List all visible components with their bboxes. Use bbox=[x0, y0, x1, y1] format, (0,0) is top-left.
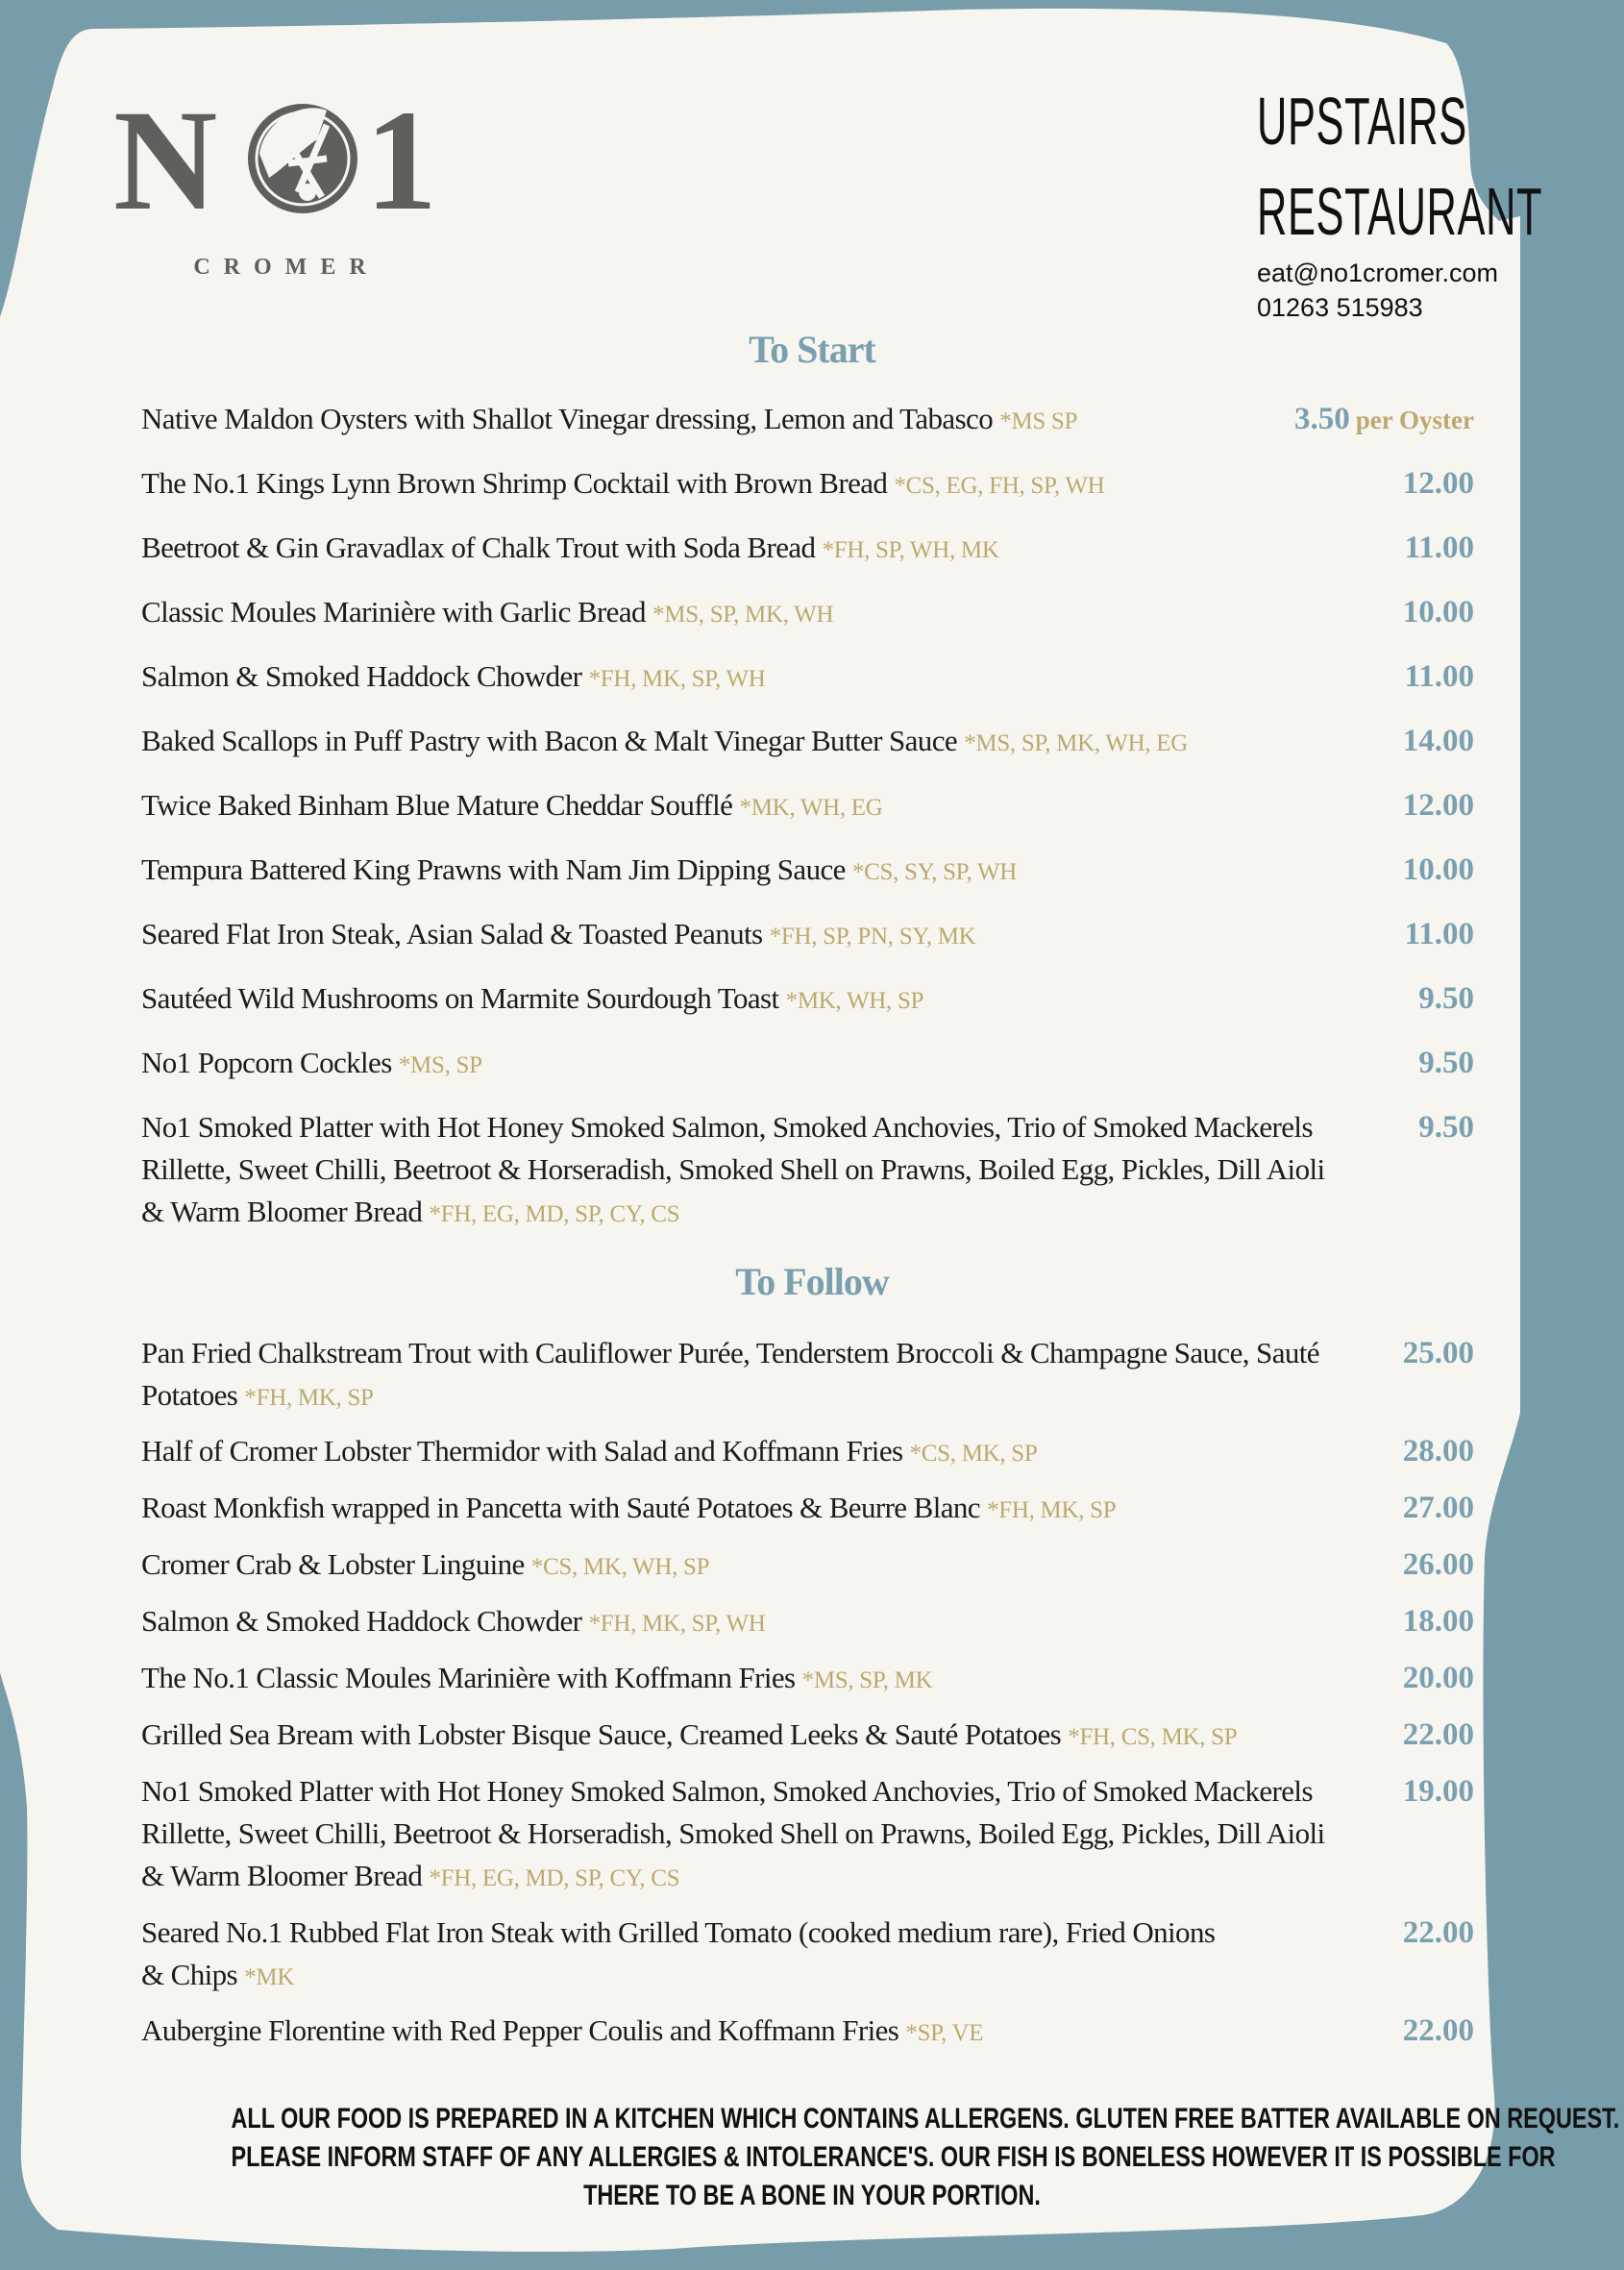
item-price: 19.00 bbox=[1402, 1774, 1474, 1809]
item-price: 28.00 bbox=[1402, 1434, 1474, 1468]
menu-item bbox=[141, 2010, 1474, 2055]
item-allergens: *CS, EG, FH, SP, WH bbox=[894, 473, 1105, 499]
item-allergens: *FH, EG, MD, SP, CY, CS bbox=[429, 1865, 680, 1891]
item-price: 12.00 bbox=[1402, 788, 1474, 823]
menu-item bbox=[141, 1543, 1474, 1589]
item-allergens: *FH, MK, SP bbox=[244, 1385, 374, 1411]
item-description: Native Maldon Oysters with Shallot Vinegar dressing, Lemon and Tabasco bbox=[141, 402, 994, 435]
item-description: No1 Smoked Platter with Hot Honey Smoked Salmon, Smoked Anchovies, Trio of Smoked Mackerels Rillette, Sweet Chilli, Beetroot & Horseradish, Smoked Shell on Prawns, Boiled Egg, Pickles, Dill Aioli & Warm Bloomer Bread bbox=[141, 1774, 1325, 1892]
disclaimer-line3: THERE TO BE A BONE IN YOUR PORTION. bbox=[583, 2180, 1041, 2211]
logo-city-name: CROMER bbox=[193, 255, 380, 280]
disclaimer-line1: ALL OUR FOOD IS PREPARED IN A KITCHEN WHICH CONTAINS ALLERGENS. GLUTEN FREE BATTER AVAILABLE ON REQUEST. bbox=[231, 2103, 1620, 2134]
item-description: Roast Monkfish wrapped in Pancetta with Sauté Potatoes & Beurre Blanc bbox=[141, 1491, 980, 1524]
item-allergens: *FH, SP, PN, SY, MK bbox=[769, 924, 976, 950]
item-description: Pan Fried Chalkstream Trout with Cauliflower Purée, Tenderstem Broccoli & Champagne Sauce, Sauté Potatoes bbox=[141, 1336, 1319, 1412]
item-allergens: *MS, SP, MK bbox=[801, 1667, 933, 1693]
item-allergens: *CS, SY, SP, WH bbox=[851, 859, 1018, 885]
item-price: 22.00 bbox=[1402, 2013, 1474, 2048]
item-description: Tempura Battered King Prawns with Nam Jim Dipping Sauce bbox=[141, 852, 846, 886]
menu-item bbox=[141, 1714, 1474, 1759]
section-title-to-start: To Start bbox=[749, 328, 875, 371]
item-price: 14.00 bbox=[1402, 724, 1474, 758]
item-allergens: *CS, MK, WH, SP bbox=[530, 1554, 710, 1580]
svg-text:1: 1 bbox=[365, 91, 437, 226]
menu-item bbox=[141, 655, 1474, 701]
item-description: Aubergine Florentine with Red Pepper Coulis and Koffmann Fries bbox=[141, 2013, 899, 2047]
item-description: Salmon & Smoked Haddock Chowder bbox=[141, 1604, 582, 1638]
restaurant-logo bbox=[113, 91, 459, 293]
item-price: 27.00 bbox=[1402, 1491, 1474, 1525]
restaurant-header bbox=[1257, 86, 1624, 325]
item-allergens: *FH, CS, MK, SP bbox=[1068, 1724, 1238, 1750]
contact-email[interactable]: eat@no1cromer.com bbox=[1257, 259, 1499, 287]
item-description: No1 Popcorn Cockles bbox=[141, 1046, 392, 1079]
menu-item bbox=[141, 1106, 1474, 1236]
item-allergens: *MS, SP bbox=[398, 1052, 482, 1078]
menu-item bbox=[141, 977, 1474, 1023]
menu-item bbox=[141, 849, 1474, 894]
menu-item bbox=[141, 1487, 1474, 1532]
item-price: 22.00 bbox=[1402, 1717, 1474, 1752]
item-allergens: *FH, MK, SP, WH bbox=[588, 666, 766, 692]
item-price: 20.00 bbox=[1402, 1661, 1474, 1695]
price-unit: per Oyster bbox=[1355, 406, 1474, 434]
menu-item bbox=[141, 913, 1474, 958]
item-description: Twice Baked Binham Blue Mature Cheddar Soufflé bbox=[141, 788, 733, 822]
menu-item bbox=[141, 527, 1474, 572]
contact-phone[interactable]: 01263 515983 bbox=[1257, 293, 1423, 322]
item-description: The No.1 Classic Moules Marinière with Koffmann Fries bbox=[141, 1661, 796, 1694]
item-price: 10.00 bbox=[1402, 595, 1474, 629]
item-allergens: *MK, WH, SP bbox=[785, 988, 924, 1014]
menu-item bbox=[141, 1657, 1474, 1702]
menu-item bbox=[141, 462, 1474, 507]
item-description: Beetroot & Gin Gravadlax of Chalk Trout with Soda Bread bbox=[141, 530, 816, 564]
item-description: The No.1 Kings Lynn Brown Shrimp Cocktail with Brown Bread bbox=[141, 466, 888, 500]
item-allergens: *CS, MK, SP bbox=[909, 1441, 1038, 1467]
item-price: 11.00 bbox=[1404, 659, 1474, 694]
item-price: 25.00 bbox=[1402, 1336, 1474, 1370]
header-title-line2: RESTAURANT bbox=[1257, 174, 1543, 249]
item-description: No1 Smoked Platter with Hot Honey Smoked Salmon, Smoked Anchovies, Trio of Smoked Mackerels Rillette, Sweet Chilli, Beetroot & Horseradish, Smoked Shell on Prawns, Boiled Egg, Pickles, Dill Aioli & Warm Bloomer Bread bbox=[141, 1110, 1325, 1228]
item-allergens: *FH, MK, SP, WH bbox=[588, 1611, 766, 1637]
menu-item bbox=[141, 1430, 1474, 1475]
item-description: Baked Scallops in Puff Pastry with Bacon & Malt Vinegar Butter Sauce bbox=[141, 724, 958, 757]
menu-item bbox=[141, 1770, 1474, 1900]
item-price: 3.50 per Oyster bbox=[1294, 402, 1474, 436]
item-allergens: *MS SP bbox=[999, 408, 1078, 434]
item-price: 9.50 bbox=[1418, 1110, 1474, 1145]
menu-item bbox=[141, 1332, 1474, 1419]
item-allergens: *SP, VE bbox=[905, 2020, 984, 2046]
item-description: Seared Flat Iron Steak, Asian Salad & Toasted Peanuts bbox=[141, 917, 763, 950]
menu-item bbox=[141, 1600, 1474, 1645]
item-price: 11.00 bbox=[1404, 917, 1474, 951]
item-description: Grilled Sea Bream with Lobster Bisque Sauce, Creamed Leeks & Sauté Potatoes bbox=[141, 1717, 1062, 1751]
item-allergens: *MK bbox=[244, 1964, 295, 1990]
item-allergens: *FH, SP, WH, MK bbox=[822, 537, 999, 563]
menu-item bbox=[141, 720, 1474, 765]
item-allergens: *MS, SP, MK, WH bbox=[652, 602, 834, 628]
item-price: 18.00 bbox=[1402, 1604, 1474, 1639]
menu-item bbox=[141, 398, 1474, 443]
item-description: Sautéed Wild Mushrooms on Marmite Sourdough Toast bbox=[141, 981, 779, 1015]
item-description: Salmon & Smoked Haddock Chowder bbox=[141, 659, 582, 693]
item-price: 9.50 bbox=[1418, 981, 1474, 1016]
menu-item bbox=[141, 1912, 1474, 1999]
svg-text:N: N bbox=[113, 91, 218, 226]
item-description: Half of Cromer Lobster Thermidor with Salad and Koffmann Fries bbox=[141, 1434, 903, 1468]
allergen-disclaimer bbox=[67, 2100, 1620, 2215]
item-price: 10.00 bbox=[1402, 852, 1474, 887]
item-price: 22.00 bbox=[1402, 1915, 1474, 1950]
menu-item bbox=[141, 1042, 1474, 1087]
item-allergens: *FH, MK, SP bbox=[987, 1497, 1117, 1523]
item-price: 26.00 bbox=[1402, 1547, 1474, 1582]
no1-logo-icon bbox=[113, 91, 459, 226]
disclaimer-line2: PLEASE INFORM STAFF OF ANY ALLERGIES & INTOLERANCE'S. OUR FISH IS BONELESS HOWEVER IT IS POSSIBLE FOR bbox=[231, 2141, 1556, 2173]
item-price: 9.50 bbox=[1418, 1046, 1474, 1080]
menu-item bbox=[141, 784, 1474, 829]
item-allergens: *FH, EG, MD, SP, CY, CS bbox=[429, 1201, 680, 1227]
item-description: Classic Moules Marinière with Garlic Bread bbox=[141, 595, 646, 629]
section-title-to-follow: To Follow bbox=[735, 1260, 889, 1303]
item-description: Cromer Crab & Lobster Linguine bbox=[141, 1547, 525, 1581]
item-description: Seared No.1 Rubbed Flat Iron Steak with Grilled Tomato (cooked medium rare), Fried Onions & Chips bbox=[141, 1915, 1216, 1991]
item-allergens: *MK, WH, EG bbox=[739, 795, 883, 821]
header-title-line1: UPSTAIRS bbox=[1257, 84, 1467, 159]
menu-item bbox=[141, 591, 1474, 636]
item-price: 11.00 bbox=[1404, 530, 1474, 565]
item-allergens: *MS, SP, MK, WH, EG bbox=[964, 730, 1188, 756]
item-price: 12.00 bbox=[1402, 466, 1474, 501]
